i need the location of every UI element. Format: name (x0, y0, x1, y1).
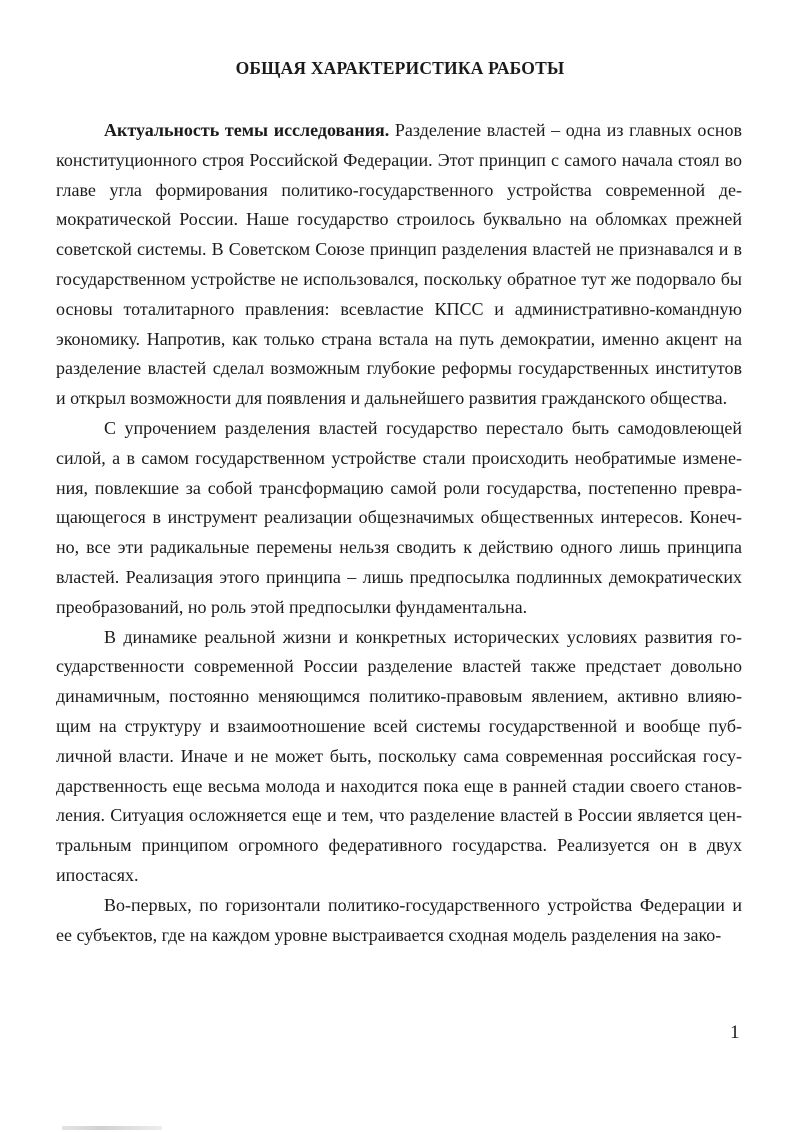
paragraph-1 (56, 116, 742, 414)
paragraph-2 (56, 414, 742, 623)
paragraph-text: Разделение властей – одна из главных основ конституционного строя Российской Федерации. Этот принцип с самого начала стоял во главе угла формирования политико-государственного устройства современной демократической России. Наше государство строилось буквально на обломках прежней советской системы. В Советском Союзе принцип разделения властей не признавался и в государственном устройстве не использовался, поскольку обратное тут же подорвало бы основы тоталитарного правления: всевластие КПСС и административно-командную экономику. Напротив, как только страна встала на путь демократии, именно акцент на разделение властей сделал возможным глубокие реформы государственных институтов и открыл возможности для появления и дальнейшего развития гражданского общества. (56, 120, 742, 409)
document-body (56, 116, 742, 950)
paragraph-text: Во-первых, по горизонтали политико-государственного устройства Федерации и ее субъектов, где на каждом уровне выстраивается сходная модель разделения на зако- (56, 894, 742, 945)
paragraph-lead: Актуальность темы исследования. (104, 120, 390, 140)
paragraph-3 (56, 623, 742, 891)
paragraph-4 (56, 891, 742, 951)
paragraph-text: С упрочением разделения властей государство перестало быть самодовлеющей силой, а в самом государственном устройстве стали происходить необратимые изменения, повлекшие за собой трансформацию самой роли государства, постепенно превращающегося в инструмент реализации общезначимых общественных интересов. Конечно, все эти радикальные перемены нельзя сводить к действию одного лишь принципа властей. Реализация этого принципа – лишь предпосылка подлинных демократических преобразований, но роль этой предпосылки фундаментальна. (56, 417, 742, 617)
page-number: 1 (730, 1022, 740, 1043)
paragraph-text: В динамике реальной жизни и конкретных исторических условиях развития государственности современной России разделение властей также предстает довольно динамичным, постоянно меняющимся политико-правовым явлением, активно влияющим на структуру и взаимоотношение всей системы государственной и вообще публичной власти. Иначе и не может быть, поскольку сама современная российская государственность еще весьма молода и находится пока еще в ранней стадии своего становления. Ситуация осложняется еще и тем, что разделение властей в России является центральным принципом огромного федеративного государства. Реализуется он в двух ипостасях. (56, 626, 742, 885)
page-title: ОБЩАЯ ХАРАКТЕРИСТИКА РАБОТЫ (235, 58, 565, 78)
scan-artifact (62, 1126, 162, 1130)
